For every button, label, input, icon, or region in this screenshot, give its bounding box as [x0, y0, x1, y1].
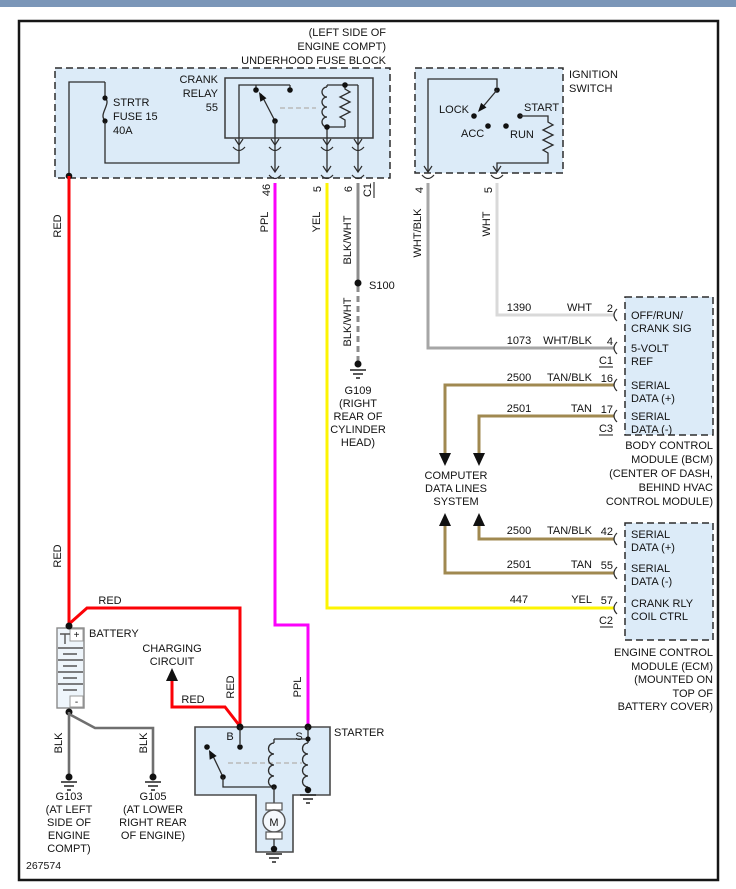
pin-number: 5	[483, 186, 495, 194]
wire-color: TAN/BLK	[546, 525, 592, 537]
bcm-pin-function: REF	[631, 356, 653, 368]
acc-label: ACC	[461, 128, 485, 140]
bcm-pin-function: DATA (+)	[631, 393, 675, 405]
relay-contact-dot	[287, 87, 293, 93]
wire-label-blkwht: BLK/WHT	[342, 215, 354, 265]
data-lines-label: DATA LINES	[425, 483, 487, 495]
pin-number: 46	[261, 183, 273, 197]
pin-number: 16	[600, 373, 613, 385]
circuit-number: 2501	[506, 559, 532, 571]
relay-junction-dot	[324, 124, 330, 130]
wire-color: YEL	[571, 594, 592, 606]
pin-number: 57	[600, 595, 613, 607]
ecm-caption: MODULE (ECM)	[631, 661, 713, 673]
bcm-pin-function: SERIAL	[631, 411, 671, 423]
fuse-block-caption: (LEFT SIDE OF	[308, 27, 386, 39]
ground-label: (AT LEFT	[45, 804, 93, 816]
bcm-pin-function: DATA (-)	[631, 424, 673, 436]
wire-color: TAN	[570, 559, 592, 571]
terminal-s-label: S	[295, 731, 303, 743]
bcm-caption: BEHIND HVAC	[638, 482, 713, 494]
data-lines-label: SYSTEM	[433, 496, 479, 508]
splice-label: S100	[369, 280, 395, 292]
ecm-pin-function: CRANK RLY	[631, 598, 694, 610]
ecm-caption: (MOUNTED ON	[634, 674, 713, 686]
charging-label: CHARGING	[142, 643, 202, 655]
top-title-bar	[0, 0, 736, 7]
connector-label-c1: C1	[598, 355, 613, 367]
coil-ground-dot	[305, 787, 311, 793]
ecm-pin-function: DATA (+)	[631, 542, 675, 554]
ground-label: ENGINE	[47, 830, 91, 842]
pin-number: 4	[606, 336, 613, 348]
pin-number: 42	[600, 526, 613, 538]
bcm-caption: MODULE (BCM)	[631, 454, 713, 466]
battery-plus-sign: +	[73, 630, 80, 641]
ground-label: G103	[55, 791, 83, 803]
ground-label: REAR OF	[333, 411, 383, 423]
wire-label-blkwht: BLK/WHT	[342, 297, 354, 347]
wire-label-red: RED	[225, 675, 237, 699]
ecm-caption: ENGINE CONTROL	[613, 647, 713, 659]
ground-label: G109	[344, 385, 372, 397]
ecm-caption: BATTERY COVER)	[617, 701, 713, 713]
motor-brush-block	[266, 803, 282, 810]
battery-positive-dot	[66, 623, 73, 630]
bcm-caption: (CENTER OF DASH,	[609, 468, 713, 480]
ecm-pin-function: COIL CTRL	[631, 611, 689, 623]
wire-color: WHT	[566, 302, 592, 314]
fuse-block-caption: UNDERHOOD FUSE BLOCK	[241, 55, 386, 67]
bcm-pin-function: OFF/RUN/	[631, 310, 683, 322]
wire-label-red: RED	[98, 595, 122, 607]
circuit-number: 1073	[506, 335, 532, 347]
ground-dot	[150, 774, 157, 781]
data-lines-label: COMPUTER	[424, 470, 488, 482]
relay-label: 55	[205, 102, 218, 114]
wire-label-red: RED	[52, 544, 64, 568]
fuse-label: STRTR	[113, 97, 150, 109]
circuit-number: 2501	[506, 403, 532, 415]
bcm-caption: CONTROL MODULE)	[605, 496, 713, 508]
ground-label: (RIGHT	[339, 398, 377, 410]
ground-dot	[355, 361, 362, 368]
bcm-caption: BODY CONTROL	[625, 440, 713, 452]
connector-label-c3: C3	[598, 423, 613, 435]
b-contact-dot	[237, 744, 243, 750]
relay-contact-dot	[253, 87, 259, 93]
circuit-number: 2500	[506, 372, 532, 384]
circuit-number: 1390	[506, 302, 532, 314]
s-junction-dot	[305, 736, 310, 741]
pin-number: 4	[414, 186, 426, 194]
ecm-pin-function: DATA (-)	[631, 576, 673, 588]
ignition-caption: IGNITION	[569, 69, 618, 81]
wire-label-wht: WHT	[481, 211, 493, 237]
pin-number: 2	[606, 303, 613, 315]
start-label: START	[524, 102, 560, 114]
wire-label-yel: YEL	[311, 211, 323, 233]
ignition-switch-box	[415, 68, 563, 173]
ground-dot	[66, 774, 73, 781]
solenoid-contact-dot	[204, 744, 210, 750]
acc-position-dot	[485, 123, 491, 129]
pin-number: 5	[312, 185, 324, 193]
pin-number: 17	[600, 404, 613, 416]
lock-label: LOCK	[439, 104, 469, 116]
ground-label: COMPT)	[47, 843, 91, 855]
wire-color: WHT/BLK	[543, 335, 592, 347]
wire-label-whtblk: WHT/BLK	[412, 208, 424, 258]
run-label: RUN	[510, 129, 534, 141]
motor-ground-dot	[271, 846, 277, 852]
terminal-b-label: B	[226, 731, 234, 743]
pin-number: 55	[600, 560, 613, 572]
ground-label: CYLINDER	[330, 424, 386, 436]
ground-label: G105	[139, 791, 167, 803]
ground-label: SIDE OF	[46, 817, 92, 829]
circuit-number: 2500	[506, 525, 532, 537]
lock-position-dot	[471, 113, 477, 119]
wire-color: TAN	[570, 403, 592, 415]
motor-m-label: M	[269, 817, 279, 829]
wire-label-red: RED	[52, 214, 64, 238]
connector-label-c1: C1	[362, 182, 374, 198]
ignition-caption: SWITCH	[569, 83, 613, 95]
fuse-label: FUSE 15	[113, 111, 158, 123]
motor-brush-block	[266, 832, 282, 839]
battery-label: BATTERY	[89, 628, 139, 640]
fuse-label: 40A	[113, 125, 133, 137]
fuse-terminal-dot	[102, 95, 107, 100]
splice-dot	[355, 280, 362, 287]
diagram-number: 267574	[26, 860, 62, 872]
wire-label-blk: BLK	[53, 732, 65, 754]
run-position-dot	[503, 123, 509, 129]
relay-label: CRANK	[179, 74, 218, 86]
relay-label: RELAY	[182, 88, 218, 100]
fuse-block-caption: ENGINE COMPT)	[297, 41, 386, 53]
ecm-pin-function: SERIAL	[631, 529, 671, 541]
connector-label-c2: C2	[598, 615, 613, 627]
bcm-pin-function: SERIAL	[631, 380, 671, 392]
wire-label-ppl: PPL	[259, 211, 271, 233]
ground-label: OF ENGINE)	[120, 830, 186, 842]
ground-label: (AT LOWER	[122, 804, 184, 816]
ecm-caption: TOP OF	[672, 688, 713, 700]
relay-junction-dot	[342, 82, 348, 88]
ground-label: HEAD)	[340, 437, 376, 449]
bcm-pin-function: CRANK SIG	[631, 323, 692, 335]
battery-minus-sign: -	[74, 697, 79, 708]
charging-label: CIRCUIT	[149, 656, 195, 668]
circuit-number: 447	[509, 594, 529, 606]
ecm-pin-function: SERIAL	[631, 563, 671, 575]
starter-label: STARTER	[334, 727, 385, 739]
bcm-pin-function: 5-VOLT	[631, 343, 669, 355]
wire-color: TAN/BLK	[546, 372, 592, 384]
wire-label-red: RED	[181, 694, 205, 706]
wire-label-blk: BLK	[138, 732, 150, 754]
wire-label-ppl: PPL	[292, 676, 304, 698]
ground-label: RIGHT REAR	[119, 817, 187, 829]
pin-number: 6	[343, 185, 355, 193]
